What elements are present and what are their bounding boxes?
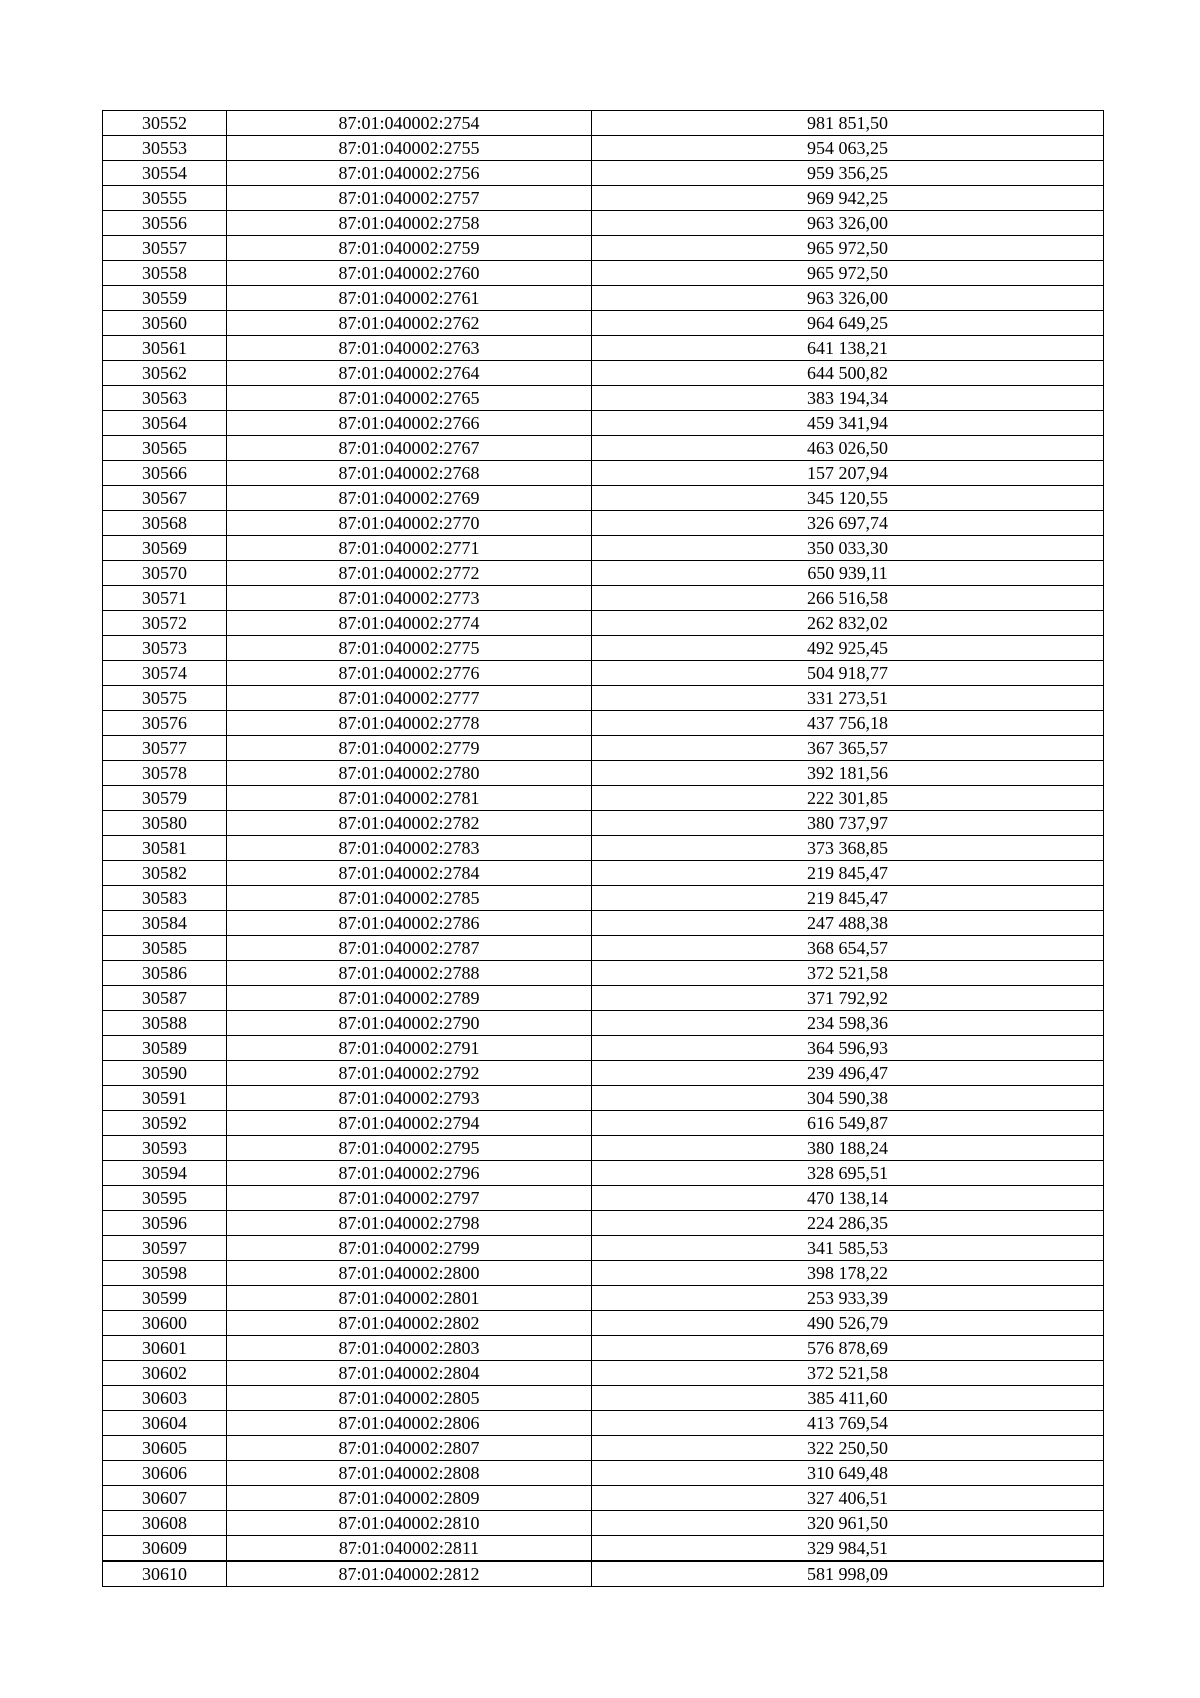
table-row xyxy=(103,961,1104,986)
cadastral-value-cell: 329 984,51 xyxy=(592,1536,1104,1562)
row-number-cell: 30570 xyxy=(103,561,227,586)
cadastral-number-cell: 87:01:040002:2788 xyxy=(227,961,592,986)
cadastral-value-cell: 328 695,51 xyxy=(592,1161,1104,1186)
table-row xyxy=(103,486,1104,511)
table-row xyxy=(103,686,1104,711)
table-row xyxy=(103,861,1104,886)
cadastral-number-cell: 87:01:040002:2792 xyxy=(227,1061,592,1086)
row-number-cell: 30597 xyxy=(103,1236,227,1261)
cadastral-number-cell: 87:01:040002:2776 xyxy=(227,661,592,686)
table-row xyxy=(103,711,1104,736)
row-number-cell: 30565 xyxy=(103,436,227,461)
cadastral-number-cell: 87:01:040002:2793 xyxy=(227,1086,592,1111)
cadastral-number-cell: 87:01:040002:2786 xyxy=(227,911,592,936)
cadastral-number-cell: 87:01:040002:2783 xyxy=(227,836,592,861)
cadastral-value-cell: 969 942,25 xyxy=(592,186,1104,211)
cadastral-number-cell: 87:01:040002:2808 xyxy=(227,1461,592,1486)
row-number-cell: 30580 xyxy=(103,811,227,836)
cadastral-value-cell: 965 972,50 xyxy=(592,261,1104,286)
cadastral-value-cell: 641 138,21 xyxy=(592,336,1104,361)
row-number-cell: 30584 xyxy=(103,911,227,936)
table-row xyxy=(103,186,1104,211)
row-number-cell: 30575 xyxy=(103,686,227,711)
table-row xyxy=(103,811,1104,836)
cadastral-value-cell: 157 207,94 xyxy=(592,461,1104,486)
cadastral-number-cell: 87:01:040002:2762 xyxy=(227,311,592,336)
cadastral-value-cell: 954 063,25 xyxy=(592,136,1104,161)
table-row xyxy=(103,136,1104,161)
table-row xyxy=(103,1336,1104,1361)
row-number-cell: 30567 xyxy=(103,486,227,511)
table-row xyxy=(103,761,1104,786)
row-number-cell: 30586 xyxy=(103,961,227,986)
row-number-cell: 30578 xyxy=(103,761,227,786)
row-number-cell: 30558 xyxy=(103,261,227,286)
row-number-cell: 30607 xyxy=(103,1486,227,1511)
table-row xyxy=(103,1436,1104,1461)
cadastral-value-cell: 383 194,34 xyxy=(592,386,1104,411)
table-row xyxy=(103,461,1104,486)
cadastral-value-cell: 253 933,39 xyxy=(592,1286,1104,1311)
cadastral-number-cell: 87:01:040002:2811 xyxy=(227,1536,592,1562)
table-body xyxy=(103,111,1104,1587)
cadastral-number-cell: 87:01:040002:2779 xyxy=(227,736,592,761)
table-row xyxy=(103,211,1104,236)
cadastral-number-cell: 87:01:040002:2778 xyxy=(227,711,592,736)
cadastral-value-cell: 963 326,00 xyxy=(592,286,1104,311)
cadastral-value-cell: 373 368,85 xyxy=(592,836,1104,861)
row-number-cell: 30590 xyxy=(103,1061,227,1086)
cadastral-number-cell: 87:01:040002:2810 xyxy=(227,1511,592,1536)
row-number-cell: 30599 xyxy=(103,1286,227,1311)
table-row xyxy=(103,1036,1104,1061)
cadastral-value-cell: 385 411,60 xyxy=(592,1386,1104,1411)
table-row xyxy=(103,511,1104,536)
table-row xyxy=(103,1361,1104,1386)
row-number-cell: 30610 xyxy=(103,1561,227,1587)
cadastral-value-cell: 380 188,24 xyxy=(592,1136,1104,1161)
cadastral-value-cell: 322 250,50 xyxy=(592,1436,1104,1461)
table-row xyxy=(103,311,1104,336)
cadastral-number-cell: 87:01:040002:2765 xyxy=(227,386,592,411)
cadastral-number-cell: 87:01:040002:2773 xyxy=(227,586,592,611)
cadastral-value-cell: 581 998,09 xyxy=(592,1561,1104,1587)
table-row xyxy=(103,286,1104,311)
cadastral-value-cell: 504 918,77 xyxy=(592,661,1104,686)
cadastral-number-cell: 87:01:040002:2767 xyxy=(227,436,592,461)
cadastral-value-cell: 616 549,87 xyxy=(592,1111,1104,1136)
row-number-cell: 30555 xyxy=(103,186,227,211)
row-number-cell: 30579 xyxy=(103,786,227,811)
cadastral-number-cell: 87:01:040002:2805 xyxy=(227,1386,592,1411)
cadastral-value-cell: 959 356,25 xyxy=(592,161,1104,186)
row-number-cell: 30585 xyxy=(103,936,227,961)
row-number-cell: 30568 xyxy=(103,511,227,536)
table-row xyxy=(103,561,1104,586)
table-row xyxy=(103,1261,1104,1286)
cadastral-value-cell: 219 845,47 xyxy=(592,861,1104,886)
table-row xyxy=(103,886,1104,911)
cadastral-number-cell: 87:01:040002:2771 xyxy=(227,536,592,561)
row-number-cell: 30562 xyxy=(103,361,227,386)
table-row xyxy=(103,411,1104,436)
table-row xyxy=(103,936,1104,961)
cadastral-value-cell: 239 496,47 xyxy=(592,1061,1104,1086)
cadastral-number-cell: 87:01:040002:2761 xyxy=(227,286,592,311)
cadastral-value-cell: 219 845,47 xyxy=(592,886,1104,911)
row-number-cell: 30560 xyxy=(103,311,227,336)
cadastral-value-cell: 266 516,58 xyxy=(592,586,1104,611)
row-number-cell: 30582 xyxy=(103,861,227,886)
row-number-cell: 30571 xyxy=(103,586,227,611)
cadastral-number-cell: 87:01:040002:2770 xyxy=(227,511,592,536)
row-number-cell: 30592 xyxy=(103,1111,227,1136)
row-number-cell: 30594 xyxy=(103,1161,227,1186)
row-number-cell: 30609 xyxy=(103,1536,227,1562)
cadastral-number-cell: 87:01:040002:2804 xyxy=(227,1361,592,1386)
row-number-cell: 30588 xyxy=(103,1011,227,1036)
row-number-cell: 30576 xyxy=(103,711,227,736)
cadastral-value-cell: 350 033,30 xyxy=(592,536,1104,561)
table-row xyxy=(103,786,1104,811)
row-number-cell: 30596 xyxy=(103,1211,227,1236)
cadastral-number-cell: 87:01:040002:2754 xyxy=(227,111,592,136)
table-row xyxy=(103,236,1104,261)
cadastral-number-cell: 87:01:040002:2768 xyxy=(227,461,592,486)
table-row xyxy=(103,1161,1104,1186)
cadastral-number-cell: 87:01:040002:2806 xyxy=(227,1411,592,1436)
cadastral-number-cell: 87:01:040002:2800 xyxy=(227,1261,592,1286)
row-number-cell: 30581 xyxy=(103,836,227,861)
cadastral-value-cell: 413 769,54 xyxy=(592,1411,1104,1436)
table-row xyxy=(103,536,1104,561)
row-number-cell: 30601 xyxy=(103,1336,227,1361)
table-row xyxy=(103,161,1104,186)
cadastral-value-cell: 576 878,69 xyxy=(592,1336,1104,1361)
row-number-cell: 30583 xyxy=(103,886,227,911)
cadastral-number-cell: 87:01:040002:2787 xyxy=(227,936,592,961)
table-row xyxy=(103,1386,1104,1411)
row-number-cell: 30593 xyxy=(103,1136,227,1161)
row-number-cell: 30572 xyxy=(103,611,227,636)
cadastral-number-cell: 87:01:040002:2764 xyxy=(227,361,592,386)
cadastral-value-cell: 380 737,97 xyxy=(592,811,1104,836)
cadastral-value-cell: 371 792,92 xyxy=(592,986,1104,1011)
cadastral-number-cell: 87:01:040002:2755 xyxy=(227,136,592,161)
cadastral-value-cell: 492 925,45 xyxy=(592,636,1104,661)
cadastral-number-cell: 87:01:040002:2791 xyxy=(227,1036,592,1061)
row-number-cell: 30598 xyxy=(103,1261,227,1286)
row-number-cell: 30564 xyxy=(103,411,227,436)
row-number-cell: 30604 xyxy=(103,1411,227,1436)
cadastral-number-cell: 87:01:040002:2789 xyxy=(227,986,592,1011)
cadastral-number-cell: 87:01:040002:2812 xyxy=(227,1561,592,1587)
cadastral-number-cell: 87:01:040002:2759 xyxy=(227,236,592,261)
table-row xyxy=(103,1211,1104,1236)
table-row xyxy=(103,361,1104,386)
row-number-cell: 30552 xyxy=(103,111,227,136)
cadastral-value-cell: 963 326,00 xyxy=(592,211,1104,236)
cadastral-number-cell: 87:01:040002:2795 xyxy=(227,1136,592,1161)
cadastral-number-cell: 87:01:040002:2799 xyxy=(227,1236,592,1261)
cadastral-value-cell: 367 365,57 xyxy=(592,736,1104,761)
cadastral-value-cell: 247 488,38 xyxy=(592,911,1104,936)
cadastral-value-cell: 234 598,36 xyxy=(592,1011,1104,1036)
cadastral-number-cell: 87:01:040002:2784 xyxy=(227,861,592,886)
table-row xyxy=(103,386,1104,411)
cadastral-number-cell: 87:01:040002:2774 xyxy=(227,611,592,636)
cadastral-value-cell: 372 521,58 xyxy=(592,1361,1104,1386)
table-row xyxy=(103,1136,1104,1161)
cadastral-number-cell: 87:01:040002:2803 xyxy=(227,1336,592,1361)
row-number-cell: 30605 xyxy=(103,1436,227,1461)
cadastral-value-cell: 364 596,93 xyxy=(592,1036,1104,1061)
row-number-cell: 30608 xyxy=(103,1511,227,1536)
row-number-cell: 30554 xyxy=(103,161,227,186)
row-number-cell: 30559 xyxy=(103,286,227,311)
cadastral-value-table xyxy=(102,110,1104,1587)
cadastral-number-cell: 87:01:040002:2809 xyxy=(227,1486,592,1511)
cadastral-value-cell: 310 649,48 xyxy=(592,1461,1104,1486)
cadastral-value-cell: 372 521,58 xyxy=(592,961,1104,986)
row-number-cell: 30577 xyxy=(103,736,227,761)
cadastral-number-cell: 87:01:040002:2757 xyxy=(227,186,592,211)
table-row xyxy=(103,1561,1104,1587)
cadastral-value-cell: 304 590,38 xyxy=(592,1086,1104,1111)
row-number-cell: 30591 xyxy=(103,1086,227,1111)
row-number-cell: 30569 xyxy=(103,536,227,561)
cadastral-number-cell: 87:01:040002:2772 xyxy=(227,561,592,586)
row-number-cell: 30573 xyxy=(103,636,227,661)
cadastral-value-cell: 331 273,51 xyxy=(592,686,1104,711)
cadastral-value-cell: 262 832,02 xyxy=(592,611,1104,636)
table-row xyxy=(103,1311,1104,1336)
cadastral-number-cell: 87:01:040002:2766 xyxy=(227,411,592,436)
cadastral-value-cell: 981 851,50 xyxy=(592,111,1104,136)
cadastral-number-cell: 87:01:040002:2796 xyxy=(227,1161,592,1186)
row-number-cell: 30566 xyxy=(103,461,227,486)
cadastral-value-cell: 964 649,25 xyxy=(592,311,1104,336)
row-number-cell: 30602 xyxy=(103,1361,227,1386)
row-number-cell: 30603 xyxy=(103,1386,227,1411)
table-row xyxy=(103,636,1104,661)
cadastral-value-cell: 965 972,50 xyxy=(592,236,1104,261)
cadastral-number-cell: 87:01:040002:2756 xyxy=(227,161,592,186)
row-number-cell: 30556 xyxy=(103,211,227,236)
table-row xyxy=(103,1461,1104,1486)
table-row xyxy=(103,586,1104,611)
table-row xyxy=(103,336,1104,361)
table-row xyxy=(103,111,1104,136)
table-row xyxy=(103,986,1104,1011)
cadastral-value-cell: 459 341,94 xyxy=(592,411,1104,436)
table-row xyxy=(103,1011,1104,1036)
table-row xyxy=(103,1486,1104,1511)
cadastral-value-cell: 470 138,14 xyxy=(592,1186,1104,1211)
cadastral-number-cell: 87:01:040002:2794 xyxy=(227,1111,592,1136)
cadastral-number-cell: 87:01:040002:2780 xyxy=(227,761,592,786)
table-row xyxy=(103,1111,1104,1136)
row-number-cell: 30561 xyxy=(103,336,227,361)
table-row xyxy=(103,1511,1104,1536)
cadastral-value-cell: 326 697,74 xyxy=(592,511,1104,536)
cadastral-value-cell: 368 654,57 xyxy=(592,936,1104,961)
cadastral-value-cell: 327 406,51 xyxy=(592,1486,1104,1511)
cadastral-number-cell: 87:01:040002:2760 xyxy=(227,261,592,286)
cadastral-number-cell: 87:01:040002:2790 xyxy=(227,1011,592,1036)
table-row xyxy=(103,1061,1104,1086)
table-row xyxy=(103,436,1104,461)
row-number-cell: 30557 xyxy=(103,236,227,261)
table-row xyxy=(103,661,1104,686)
cadastral-value-cell: 437 756,18 xyxy=(592,711,1104,736)
table-row xyxy=(103,611,1104,636)
row-number-cell: 30606 xyxy=(103,1461,227,1486)
table-row xyxy=(103,1236,1104,1261)
cadastral-value-cell: 398 178,22 xyxy=(592,1261,1104,1286)
cadastral-value-cell: 644 500,82 xyxy=(592,361,1104,386)
row-number-cell: 30563 xyxy=(103,386,227,411)
cadastral-number-cell: 87:01:040002:2798 xyxy=(227,1211,592,1236)
table-row xyxy=(103,1536,1104,1562)
table-row xyxy=(103,911,1104,936)
table-row xyxy=(103,1086,1104,1111)
cadastral-number-cell: 87:01:040002:2777 xyxy=(227,686,592,711)
table-row xyxy=(103,261,1104,286)
row-number-cell: 30589 xyxy=(103,1036,227,1061)
cadastral-number-cell: 87:01:040002:2763 xyxy=(227,336,592,361)
cadastral-number-cell: 87:01:040002:2801 xyxy=(227,1286,592,1311)
cadastral-number-cell: 87:01:040002:2802 xyxy=(227,1311,592,1336)
cadastral-value-cell: 341 585,53 xyxy=(592,1236,1104,1261)
cadastral-value-cell: 490 526,79 xyxy=(592,1311,1104,1336)
cadastral-value-cell: 224 286,35 xyxy=(592,1211,1104,1236)
cadastral-number-cell: 87:01:040002:2785 xyxy=(227,886,592,911)
row-number-cell: 30587 xyxy=(103,986,227,1011)
table-row xyxy=(103,836,1104,861)
row-number-cell: 30574 xyxy=(103,661,227,686)
cadastral-value-cell: 320 961,50 xyxy=(592,1511,1104,1536)
cadastral-value-cell: 222 301,85 xyxy=(592,786,1104,811)
cadastral-value-cell: 650 939,11 xyxy=(592,561,1104,586)
table-row xyxy=(103,1411,1104,1436)
table-row xyxy=(103,1286,1104,1311)
row-number-cell: 30595 xyxy=(103,1186,227,1211)
cadastral-number-cell: 87:01:040002:2769 xyxy=(227,486,592,511)
cadastral-number-cell: 87:01:040002:2775 xyxy=(227,636,592,661)
cadastral-value-cell: 463 026,50 xyxy=(592,436,1104,461)
cadastral-number-cell: 87:01:040002:2797 xyxy=(227,1186,592,1211)
cadastral-number-cell: 87:01:040002:2781 xyxy=(227,786,592,811)
table-row xyxy=(103,1186,1104,1211)
cadastral-number-cell: 87:01:040002:2758 xyxy=(227,211,592,236)
row-number-cell: 30600 xyxy=(103,1311,227,1336)
cadastral-value-cell: 345 120,55 xyxy=(592,486,1104,511)
cadastral-value-cell: 392 181,56 xyxy=(592,761,1104,786)
cadastral-number-cell: 87:01:040002:2782 xyxy=(227,811,592,836)
row-number-cell: 30553 xyxy=(103,136,227,161)
table-row xyxy=(103,736,1104,761)
cadastral-number-cell: 87:01:040002:2807 xyxy=(227,1436,592,1461)
